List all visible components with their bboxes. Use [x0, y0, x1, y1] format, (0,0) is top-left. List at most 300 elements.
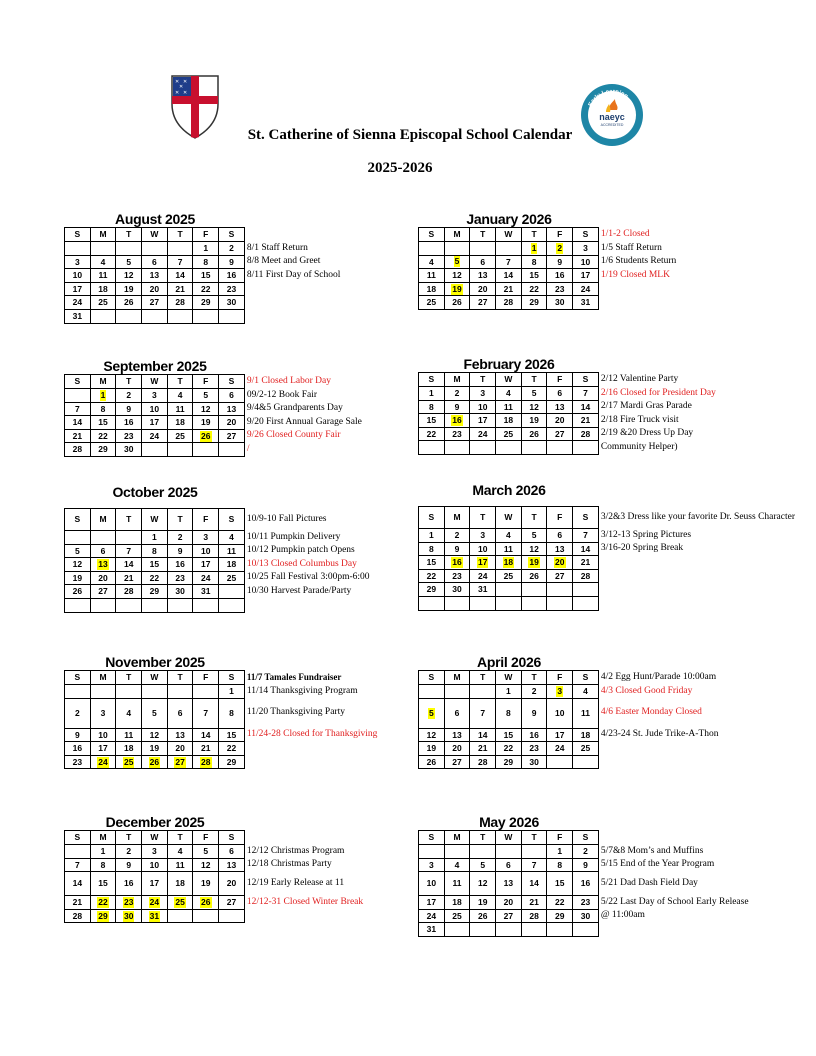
day-cell: 6 [219, 389, 245, 403]
day-cell [444, 255, 470, 269]
day-cell: 1 [419, 529, 445, 543]
highlighted-day: 31 [149, 910, 160, 921]
day-cell: 6 [90, 544, 116, 558]
week-row [65, 309, 541, 323]
day-cell [444, 414, 470, 428]
day-cell [444, 685, 470, 699]
day-cell: 19 [193, 872, 219, 896]
event-note: 4/2 Egg Hunt/Parade 10:00am [598, 671, 816, 685]
day-cell: 20 [547, 414, 573, 428]
day-cell [90, 558, 116, 572]
weekday-label: S [419, 228, 445, 242]
day-cell: 2 [116, 389, 142, 403]
weekday-label: S [419, 831, 445, 845]
weekday-label: M [90, 831, 116, 845]
day-cell [167, 309, 193, 323]
day-cell: 29 [193, 296, 219, 310]
day-cell: 12 [521, 400, 547, 414]
weekday-label: T [167, 228, 193, 242]
day-cell: 17 [547, 728, 573, 742]
day-cell: 5 [470, 858, 496, 872]
event-note: 8/1 Staff Return [244, 242, 540, 256]
week-row [419, 923, 816, 937]
day-cell: 27 [219, 429, 245, 443]
day-cell: 7 [573, 387, 599, 401]
day-cell [193, 685, 219, 699]
day-cell [496, 923, 522, 937]
day-cell: 29 [496, 755, 522, 769]
month-title: May 2026 [479, 814, 539, 830]
day-cell: 3 [142, 389, 168, 403]
day-cell: 13 [547, 542, 573, 556]
empty-cell [521, 596, 547, 610]
event-note: 2/12 Valentine Party [598, 373, 816, 387]
weekday-label: S [573, 671, 599, 685]
day-cell: 18 [219, 558, 245, 572]
empty-cell [90, 598, 116, 612]
event-note: 10/9-10 Fall Pictures [244, 509, 540, 531]
day-cell: 13 [167, 728, 193, 742]
day-cell: 22 [193, 282, 219, 296]
weekday-label: M [90, 228, 116, 242]
day-cell: 14 [65, 416, 91, 430]
event-note: 2/19 &20 Dress Up Day [598, 427, 816, 441]
day-cell: 18 [419, 282, 445, 296]
day-cell: 15 [90, 416, 116, 430]
day-cell [142, 896, 168, 910]
day-cell [65, 685, 91, 699]
weekday-label: S [573, 373, 599, 387]
highlighted-day: 20 [555, 556, 565, 567]
day-cell: 8 [142, 544, 168, 558]
weekday-label: T [116, 375, 142, 389]
day-cell [116, 755, 142, 769]
day-cell: 2 [116, 845, 142, 859]
event-note: 09/2-12 Book Fair [244, 389, 540, 403]
day-cell: 7 [573, 529, 599, 543]
day-cell: 24 [470, 569, 496, 583]
day-cell: 11 [419, 269, 445, 283]
weekday-label: W [496, 831, 522, 845]
day-cell: 15 [547, 872, 573, 896]
day-cell: 7 [116, 544, 142, 558]
month-title: November 2025 [105, 654, 205, 670]
day-cell: 22 [521, 282, 547, 296]
svg-text:ACCREDITED: ACCREDITED [600, 123, 624, 127]
day-cell: 8 [90, 402, 116, 416]
day-cell: 21 [193, 742, 219, 756]
weekday-label: M [444, 507, 470, 529]
event-note: 1/19 Closed MLK [598, 269, 816, 283]
empty-cell [444, 596, 470, 610]
day-cell: 23 [521, 742, 547, 756]
empty-cell [547, 596, 573, 610]
day-cell: 5 [193, 845, 219, 859]
day-cell: 9 [547, 255, 573, 269]
weekday-label: M [444, 228, 470, 242]
weekday-label: T [470, 373, 496, 387]
day-cell: 19 [65, 571, 91, 585]
day-cell: 19 [193, 416, 219, 430]
day-cell: 20 [444, 742, 470, 756]
event-note: 2/18 Fire Truck visit [598, 414, 816, 428]
day-cell: 9 [444, 400, 470, 414]
day-cell: 21 [470, 742, 496, 756]
day-cell: 30 [444, 583, 470, 597]
day-cell [470, 685, 496, 699]
day-cell: 21 [521, 896, 547, 910]
day-cell: 16 [116, 872, 142, 896]
day-cell: 2 [444, 387, 470, 401]
day-cell: 10 [65, 269, 91, 283]
day-cell: 29 [521, 296, 547, 310]
day-cell: 21 [65, 896, 91, 910]
day-cell: 1 [419, 387, 445, 401]
day-cell: 15 [419, 414, 445, 428]
svg-text:✕: ✕ [175, 90, 180, 96]
day-cell: 5 [142, 698, 168, 728]
week-row [419, 755, 816, 769]
day-cell: 26 [116, 296, 142, 310]
day-cell: 13 [219, 858, 245, 872]
day-cell [547, 556, 573, 570]
weekday-label: S [65, 671, 91, 685]
day-cell: 23 [65, 755, 91, 769]
weekday-label: S [65, 375, 91, 389]
day-cell [547, 923, 573, 937]
day-cell: 19 [116, 282, 142, 296]
day-cell: 8 [547, 858, 573, 872]
weekday-label: M [444, 373, 470, 387]
day-cell: 30 [219, 296, 245, 310]
weekday-label: S [65, 831, 91, 845]
day-cell: 17 [142, 872, 168, 896]
day-cell: 31 [65, 309, 91, 323]
day-cell: 29 [419, 583, 445, 597]
day-cell [142, 755, 168, 769]
weekday-label: T [167, 831, 193, 845]
day-cell: 21 [573, 414, 599, 428]
event-note: 11/20 Thanksgiving Party [244, 698, 540, 728]
empty-cell [65, 598, 91, 612]
highlighted-day: 1 [100, 389, 106, 400]
day-cell: 12 [470, 872, 496, 896]
day-cell: 14 [470, 728, 496, 742]
day-cell: 1 [193, 242, 219, 256]
event-note [598, 569, 816, 583]
day-cell [142, 443, 168, 457]
event-note: Community Helper) [598, 441, 816, 455]
weekday-label: S [573, 228, 599, 242]
day-cell: 10 [142, 858, 168, 872]
weekday-header-row [419, 228, 816, 242]
highlighted-day: 19 [452, 283, 462, 294]
day-cell [167, 685, 193, 699]
day-cell: 29 [90, 443, 116, 457]
day-cell: 19 [521, 414, 547, 428]
day-cell [90, 909, 116, 923]
day-cell: 5 [521, 529, 547, 543]
event-note: 4/23-24 St. Jude Trike-A-Thon [598, 728, 816, 742]
highlighted-day: 25 [123, 756, 134, 767]
day-cell: 7 [167, 255, 193, 269]
week-row [419, 569, 816, 583]
day-cell: 24 [573, 282, 599, 296]
event-note [598, 923, 816, 937]
svg-text:✕: ✕ [183, 79, 188, 85]
day-cell: 12 [193, 858, 219, 872]
day-cell: 21 [167, 282, 193, 296]
day-cell: 12 [116, 269, 142, 283]
day-cell: 22 [419, 569, 445, 583]
day-cell: 9 [65, 728, 91, 742]
day-cell [90, 242, 116, 256]
day-cell: 29 [547, 909, 573, 923]
week-row [419, 909, 816, 923]
day-cell: 18 [496, 414, 522, 428]
day-cell [193, 443, 219, 457]
day-cell: 7 [496, 255, 522, 269]
day-cell: 4 [419, 255, 445, 269]
day-cell: 14 [521, 872, 547, 896]
day-cell [116, 309, 142, 323]
day-cell: 20 [219, 872, 245, 896]
week-row [419, 269, 816, 283]
day-cell: 10 [470, 400, 496, 414]
day-cell [167, 896, 193, 910]
day-cell: 23 [116, 429, 142, 443]
weekday-label: W [496, 507, 522, 529]
day-cell: 17 [65, 282, 91, 296]
day-cell: 11 [116, 728, 142, 742]
weekday-label: T [116, 831, 142, 845]
day-cell: 25 [219, 571, 245, 585]
weekday-label: M [90, 509, 116, 531]
day-cell: 14 [573, 542, 599, 556]
day-cell: 9 [219, 255, 245, 269]
day-cell [167, 755, 193, 769]
day-cell: 6 [496, 858, 522, 872]
empty-cell [419, 596, 445, 610]
day-cell [470, 556, 496, 570]
day-cell: 3 [470, 387, 496, 401]
weekday-header-row [419, 831, 816, 845]
day-cell [219, 443, 245, 457]
highlighted-day: 26 [201, 896, 211, 907]
day-cell [496, 556, 522, 570]
day-cell [496, 242, 522, 256]
day-cell: 13 [444, 728, 470, 742]
day-cell: 5 [521, 387, 547, 401]
day-cell: 17 [193, 558, 219, 572]
highlighted-day: 26 [201, 430, 211, 441]
event-note [598, 742, 816, 756]
day-cell: 6 [142, 255, 168, 269]
day-cell [547, 583, 573, 597]
day-cell: 11 [167, 402, 193, 416]
day-cell: 6 [219, 845, 245, 859]
day-cell: 11 [167, 858, 193, 872]
day-cell: 30 [547, 296, 573, 310]
day-cell: 21 [573, 556, 599, 570]
weekday-label: T [470, 228, 496, 242]
day-cell: 1 [219, 685, 245, 699]
day-cell: 18 [444, 896, 470, 910]
day-cell: 4 [90, 255, 116, 269]
empty-cell [167, 598, 193, 612]
event-note: 10/11 Pumpkin Delivery [244, 531, 540, 545]
month-table [418, 506, 816, 611]
day-cell [419, 685, 445, 699]
day-cell: 2 [219, 242, 245, 256]
day-cell [496, 845, 522, 859]
day-cell: 10 [142, 402, 168, 416]
day-cell [193, 896, 219, 910]
day-cell: 11 [573, 698, 599, 728]
day-cell [573, 923, 599, 937]
day-cell: 4 [496, 387, 522, 401]
day-cell [65, 389, 91, 403]
highlighted-day: 5 [428, 707, 434, 718]
day-cell [444, 556, 470, 570]
highlighted-day: 17 [477, 556, 488, 567]
day-cell: 2 [573, 845, 599, 859]
week-row [419, 400, 816, 414]
day-cell: 20 [496, 896, 522, 910]
weekday-label: W [142, 375, 168, 389]
day-cell: 14 [167, 269, 193, 283]
week-row [419, 529, 816, 543]
event-note: 10/12 Pumpkin patch Opens [244, 544, 540, 558]
day-cell: 16 [573, 872, 599, 896]
weekday-label: T [521, 373, 547, 387]
day-cell: 2 [444, 529, 470, 543]
day-cell: 31 [573, 296, 599, 310]
day-cell: 22 [419, 427, 445, 441]
day-cell: 3 [470, 529, 496, 543]
day-cell: 25 [496, 569, 522, 583]
day-cell: 28 [116, 585, 142, 599]
day-cell: 4 [167, 389, 193, 403]
month-title: August 2025 [115, 211, 195, 227]
day-cell [116, 896, 142, 910]
weekday-label: W [496, 228, 522, 242]
day-cell [90, 685, 116, 699]
highlighted-day: 29 [98, 910, 108, 921]
day-cell: 11 [219, 544, 245, 558]
day-cell [547, 242, 573, 256]
event-note: 12/18 Christmas Party [244, 858, 540, 872]
week-row [419, 441, 816, 455]
day-cell: 15 [521, 269, 547, 283]
day-cell: 28 [65, 909, 91, 923]
event-note: 4/3 Closed Good Friday [598, 685, 816, 699]
day-cell [470, 242, 496, 256]
day-cell: 28 [167, 296, 193, 310]
day-cell [573, 755, 599, 769]
day-cell: 4 [116, 698, 142, 728]
event-note [598, 596, 816, 610]
event-note [598, 831, 816, 845]
event-note: 3/12-13 Spring Pictures [598, 529, 816, 543]
day-cell: 25 [496, 427, 522, 441]
day-cell: 7 [65, 402, 91, 416]
school-year: 2025-2026 [367, 160, 433, 176]
weekday-label: S [65, 509, 91, 531]
day-cell: 3 [573, 242, 599, 256]
event-note: 9/20 First Annual Garage Sale [244, 416, 540, 430]
event-note: 10/13 Closed Columbus Day [244, 558, 540, 572]
day-cell: 17 [573, 269, 599, 283]
day-cell: 4 [573, 685, 599, 699]
weekday-label: S [419, 671, 445, 685]
weekday-label: F [193, 375, 219, 389]
day-cell: 17 [90, 742, 116, 756]
empty-cell [547, 441, 573, 455]
day-cell: 7 [470, 698, 496, 728]
week-row [419, 872, 816, 896]
day-cell: 13 [219, 402, 245, 416]
day-cell [521, 242, 547, 256]
day-cell: 3 [142, 845, 168, 859]
day-cell: 30 [573, 909, 599, 923]
day-cell [90, 389, 116, 403]
day-cell: 4 [219, 531, 245, 545]
week-row [419, 845, 816, 859]
highlighted-day: 16 [452, 414, 462, 425]
day-cell: 20 [219, 416, 245, 430]
day-cell: 26 [444, 296, 470, 310]
weekday-label: T [116, 228, 142, 242]
empty-cell [444, 441, 470, 455]
day-cell: 26 [521, 427, 547, 441]
day-cell [142, 309, 168, 323]
highlighted-day: 26 [149, 756, 160, 767]
day-cell: 21 [65, 429, 91, 443]
day-cell: 22 [90, 429, 116, 443]
weekday-label: F [193, 228, 219, 242]
day-cell: 4 [496, 529, 522, 543]
month-title: March 2026 [472, 482, 546, 498]
weekday-label: M [90, 375, 116, 389]
day-cell [90, 896, 116, 910]
month-title: September 2025 [103, 358, 207, 374]
day-cell [142, 685, 168, 699]
event-note: 1/5 Staff Return [598, 242, 816, 256]
highlighted-day: 5 [454, 256, 460, 267]
highlighted-day: 30 [123, 910, 134, 921]
svg-text:Early Learning: Early Learning [587, 88, 629, 108]
weekday-label: T [521, 228, 547, 242]
day-cell: 18 [116, 742, 142, 756]
highlighted-day: 19 [529, 556, 539, 567]
day-cell: 22 [219, 742, 245, 756]
day-cell: 31 [419, 923, 445, 937]
event-note: 1/1-2 Closed [598, 228, 816, 242]
event-note: 12/12 Christmas Program [244, 845, 540, 859]
day-cell [419, 242, 445, 256]
day-cell [193, 309, 219, 323]
day-cell: 20 [90, 571, 116, 585]
weekday-label: W [142, 228, 168, 242]
event-note [598, 296, 816, 310]
day-cell: 31 [193, 585, 219, 599]
month-title: February 2026 [463, 356, 555, 372]
day-cell: 18 [167, 416, 193, 430]
day-cell [116, 685, 142, 699]
day-cell: 2 [65, 698, 91, 728]
weekday-header-row [419, 671, 816, 685]
